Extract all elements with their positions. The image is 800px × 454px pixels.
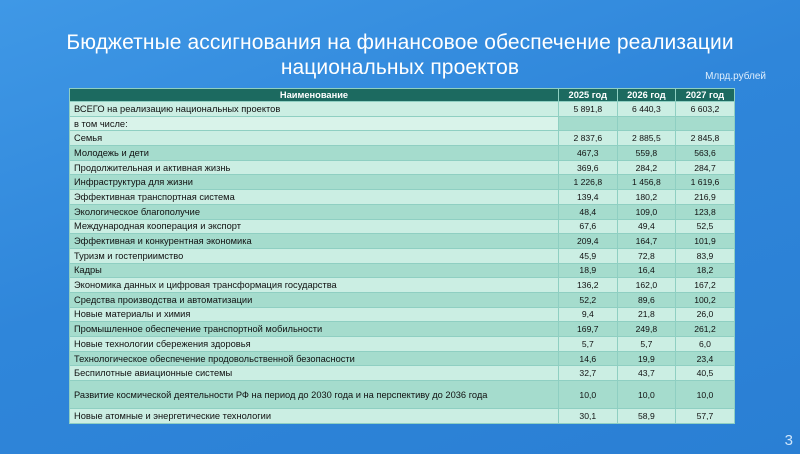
value-2025: 139,4 [559,190,618,205]
row-name: Средства производства и автоматизации [70,292,559,307]
value-2027: 6 603,2 [676,102,735,117]
value-2026: 5,7 [617,337,676,352]
table-row [70,160,735,175]
row-name: Промышленное обеспечение транспортной мобильности [70,322,559,337]
row-name: Инфраструктура для жизни [70,175,559,190]
value-2026: 559,8 [617,146,676,161]
value-2026: 180,2 [617,190,676,205]
value-2026: 72,8 [617,248,676,263]
value-2027: 6,0 [676,337,735,352]
value-2025: 10,0 [559,381,618,409]
value-2025: 45,9 [559,248,618,263]
table-row [70,381,735,409]
table-row [70,234,735,249]
value-2027: 167,2 [676,278,735,293]
value-2027: 26,0 [676,307,735,322]
value-2026: 2 885,5 [617,131,676,146]
value-2026: 21,8 [617,307,676,322]
table-row-total [70,102,735,117]
slide-title-line-1: Бюджетные ассигнования на финансовое обеспечение реализации [66,31,734,54]
value-2027: 101,9 [676,234,735,249]
value-2027: 1 619,6 [676,175,735,190]
value-2027: 100,2 [676,292,735,307]
row-name: Международная кооперация и экспорт [70,219,559,234]
value-2025: 48,4 [559,204,618,219]
value-2026: 43,7 [617,366,676,381]
value-2025 [559,116,618,131]
table-row [70,219,735,234]
budget-table [69,88,735,424]
table-row [70,292,735,307]
value-2026: 16,4 [617,263,676,278]
table-row [70,190,735,205]
value-2027: 83,9 [676,248,735,263]
value-2025: 467,3 [559,146,618,161]
value-2026: 249,8 [617,322,676,337]
table-row [70,366,735,381]
value-2027: 18,2 [676,263,735,278]
value-2025: 9,4 [559,307,618,322]
header-2027: 2027 год [676,89,735,102]
row-name: Кадры [70,263,559,278]
value-2027: 123,8 [676,204,735,219]
value-2026: 10,0 [617,381,676,409]
value-2027: 563,6 [676,146,735,161]
value-2025: 209,4 [559,234,618,249]
value-2027: 52,5 [676,219,735,234]
value-2026: 164,7 [617,234,676,249]
table-row [70,337,735,352]
value-2027: 23,4 [676,351,735,366]
row-name: Новые атомные и энергетические технологии [70,409,559,424]
value-2026: 1 456,8 [617,175,676,190]
value-2026: 19,9 [617,351,676,366]
table-row [70,263,735,278]
value-2025: 1 226,8 [559,175,618,190]
row-name: Новые материалы и химия [70,307,559,322]
value-2026: 109,0 [617,204,676,219]
value-2027 [676,116,735,131]
value-2025: 30,1 [559,409,618,424]
header-2026: 2026 год [617,89,676,102]
row-name: Экономика данных и цифровая трансформация государства [70,278,559,293]
value-2027: 10,0 [676,381,735,409]
value-2027: 40,5 [676,366,735,381]
value-2027: 2 845,8 [676,131,735,146]
row-name: Экологическое благополучие [70,204,559,219]
row-name: Эффективная транспортная система [70,190,559,205]
value-2027: 261,2 [676,322,735,337]
value-2025: 369,6 [559,160,618,175]
table-header-row [70,89,735,102]
slide-title [0,30,800,80]
table-row [70,146,735,161]
value-2026: 49,4 [617,219,676,234]
table-row [70,409,735,424]
slide-title-line-2: национальных проектов [280,56,520,79]
row-name: Новые технологии сбережения здоровья [70,337,559,352]
row-name: Семья [70,131,559,146]
row-name: ВСЕГО на реализацию национальных проектов [70,102,559,117]
table-row [70,131,735,146]
unit-label: Млрд.рублей [705,71,766,82]
page-number: 3 [784,432,793,449]
value-2027: 57,7 [676,409,735,424]
value-2025: 2 837,6 [559,131,618,146]
value-2026: 58,9 [617,409,676,424]
table-row [70,116,735,131]
table-row [70,351,735,366]
value-2025: 5,7 [559,337,618,352]
value-2026: 89,6 [617,292,676,307]
value-2027: 216,9 [676,190,735,205]
value-2026: 6 440,3 [617,102,676,117]
table-row [70,248,735,263]
value-2025: 32,7 [559,366,618,381]
header-name: Наименование [70,89,559,102]
row-name: в том числе: [70,116,559,131]
value-2026: 162,0 [617,278,676,293]
row-name: Продолжительная и активная жизнь [70,160,559,175]
value-2026: 284,2 [617,160,676,175]
table-row [70,322,735,337]
row-name: Туризм и гостеприимство [70,248,559,263]
table-row [70,204,735,219]
row-name: Технологическое обеспечение продовольственной безопасности [70,351,559,366]
table-row [70,307,735,322]
row-name: Эффективная и конкурентная экономика [70,234,559,249]
value-2025: 136,2 [559,278,618,293]
value-2025: 67,6 [559,219,618,234]
value-2025: 14,6 [559,351,618,366]
value-2027: 284,7 [676,160,735,175]
value-2025: 52,2 [559,292,618,307]
value-2025: 18,9 [559,263,618,278]
row-name: Развитие космической деятельности РФ на период до 2030 года и на перспективу до 2036 года [70,381,559,409]
value-2025: 169,7 [559,322,618,337]
row-name: Беспилотные авиационные системы [70,366,559,381]
row-name: Молодежь и дети [70,146,559,161]
value-2026 [617,116,676,131]
value-2025: 5 891,8 [559,102,618,117]
table-row [70,175,735,190]
table-row [70,278,735,293]
header-2025: 2025 год [559,89,618,102]
